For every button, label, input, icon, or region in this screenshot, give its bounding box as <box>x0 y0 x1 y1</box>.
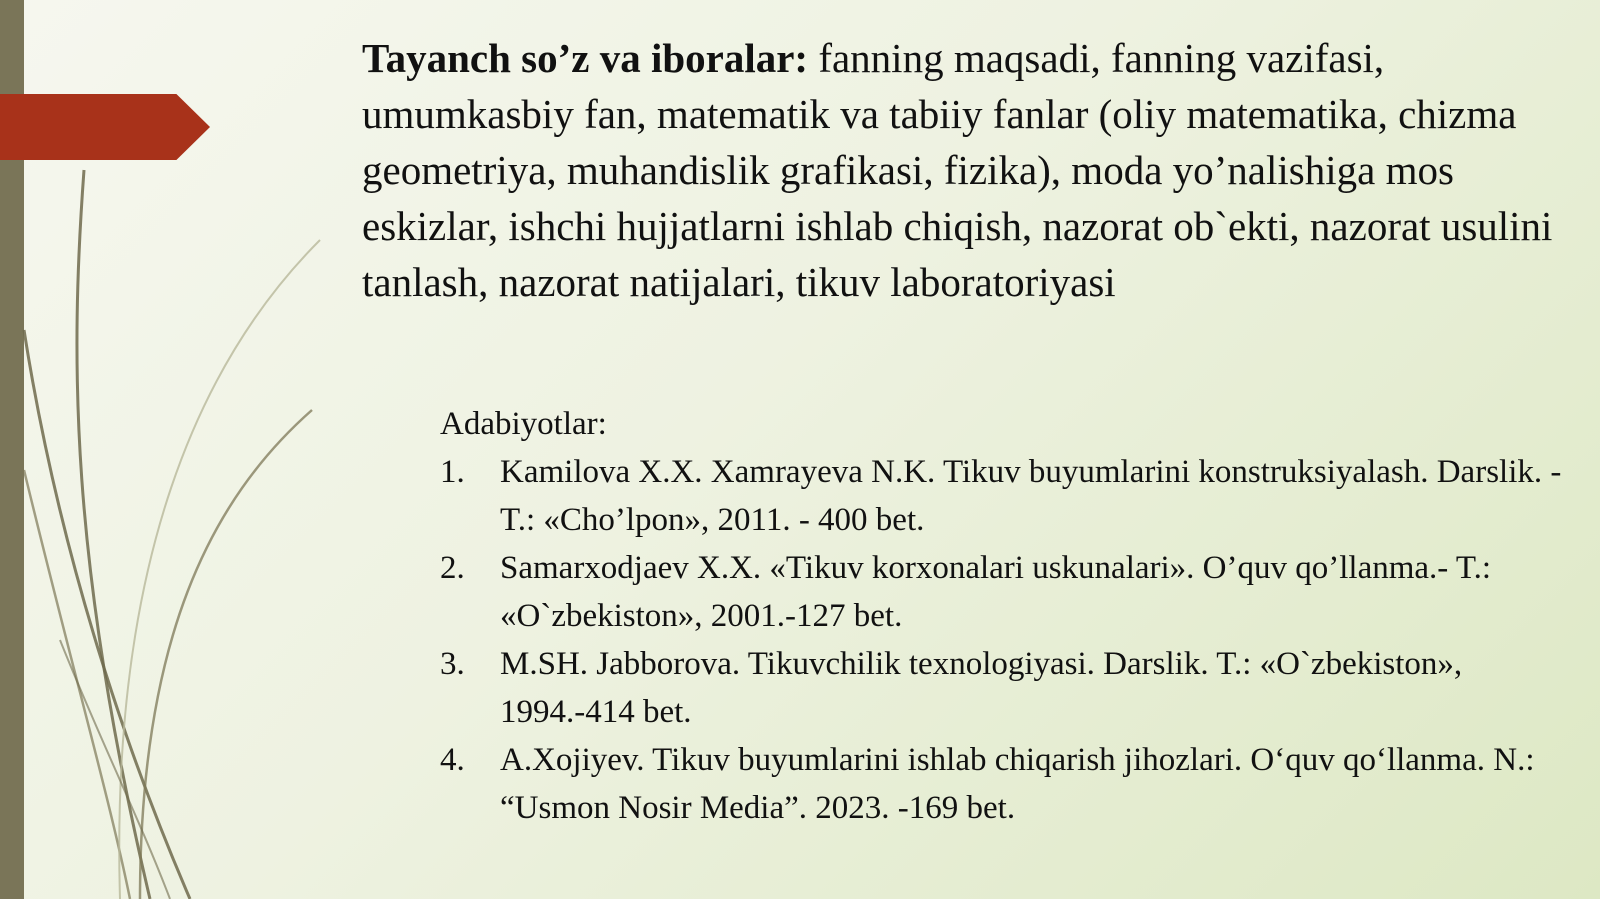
reference-text: Samarxodjaev X.X. «Tikuv korxonalari uskunalari». O’quv qo’llanma.- T.: «O`zbekiston», 2001.-127 bet. <box>500 550 1492 634</box>
reference-number: 4. <box>440 742 465 778</box>
reference-item <box>440 736 1580 832</box>
keywords-paragraph <box>362 30 1562 310</box>
reference-item <box>440 448 1580 544</box>
references-section <box>440 400 1580 832</box>
reference-text: A.Xojiyev. Tikuv buyumlarini ishlab chiqarish jihozlari. O‘quv qo‘llanma. N.: “Usmon Nosir Media”. 2023. -169 bet. <box>500 742 1535 826</box>
reference-number: 1. <box>440 454 465 490</box>
references-title: Adabiyotlar: <box>440 406 607 442</box>
reference-number: 3. <box>440 646 465 682</box>
reference-item <box>440 544 1580 640</box>
reference-text: M.SH. Jabborova. Tikuvchilik texnologiyasi. Darslik. T.: «O`zbekiston», 1994.-414 bet. <box>500 646 1463 730</box>
reference-item <box>440 640 1580 736</box>
arrow-shape <box>0 94 210 160</box>
reference-number: 2. <box>440 550 465 586</box>
reference-text: Kamilova X.X. Xamrayeva N.K. Tikuv buyumlarini konstruksiyalash. Darslik. - T.: «Cho’lpon», 2011. - 400 bet. <box>500 454 1562 538</box>
keywords-text: fanning maqsadi, fanning vazifasi, umumkasbiy fan, matematik va tabiiy fanlar (oliy matematika, chizma geometriya, muhandislik grafikasi, fizika), moda yo’nalishiga mos eskizlar, ishchi hujjatlarni ishlab chiqish, nazorat ob`ekti, nazorat usulini tanlash, nazorat natijalari, tikuv laboratoriyasi <box>362 35 1553 305</box>
references-list <box>440 448 1580 832</box>
keywords-label: Tayanch so’z va iboralar: <box>362 35 809 81</box>
